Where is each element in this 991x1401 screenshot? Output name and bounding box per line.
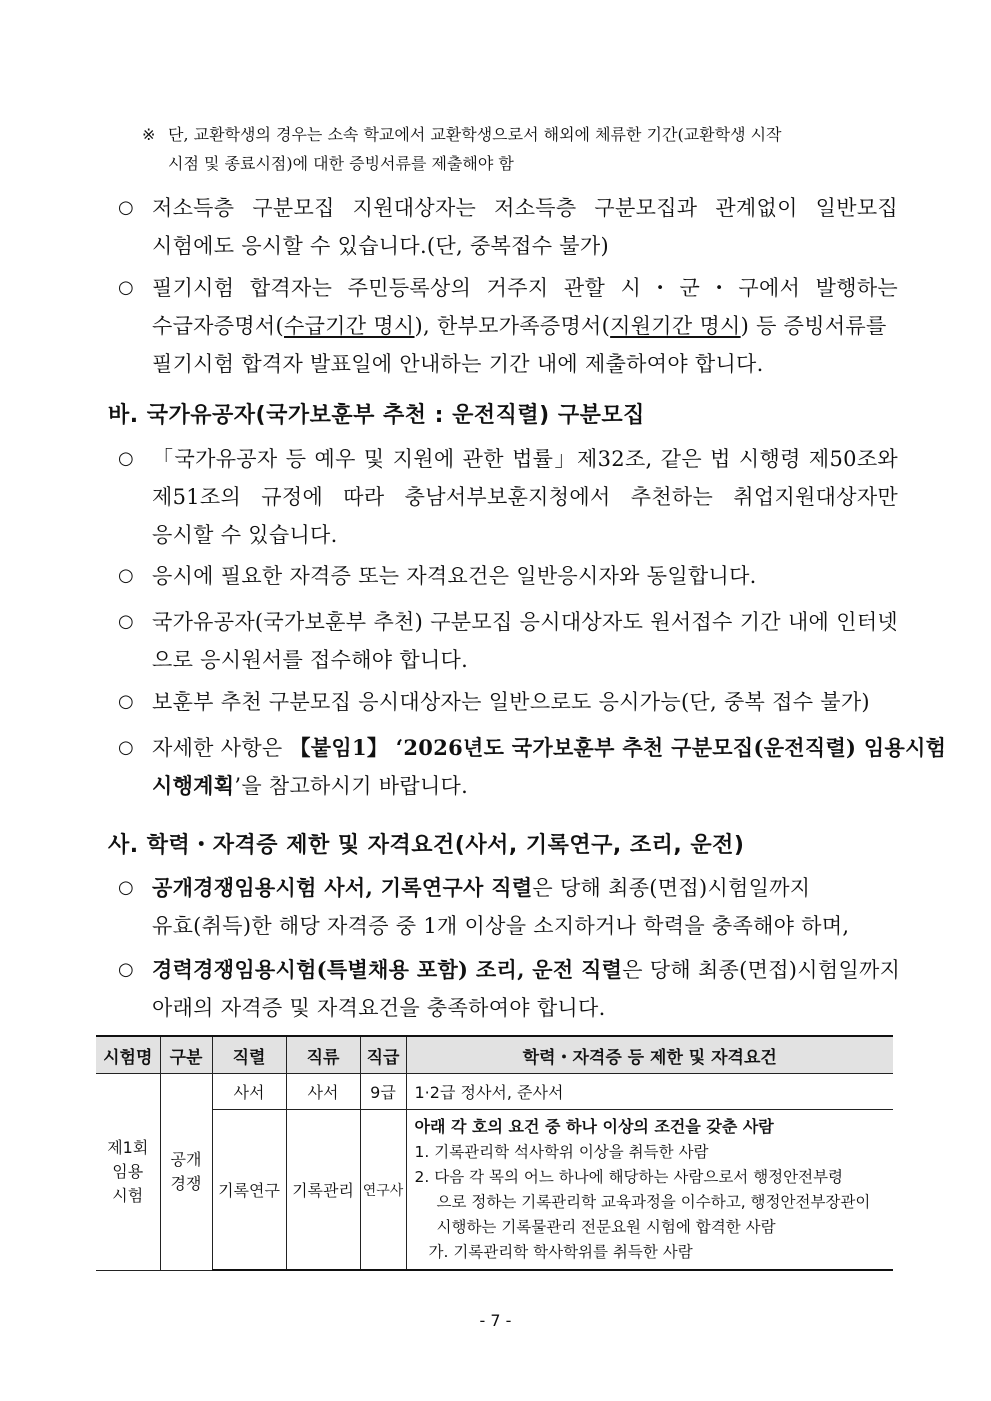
certificate-item — [118, 269, 898, 383]
grade-cell: 연구사 — [360, 1110, 406, 1271]
exam-name-cell: 제1회 임용 시험 — [96, 1074, 160, 1271]
bullet: ○ — [118, 448, 135, 469]
bullet: ○ — [118, 565, 135, 586]
section-ba-heading: 바. 국가유공자(국가보훈부 추천 : 운전직렬) 구분모집 — [108, 403, 645, 428]
item-line — [118, 869, 898, 907]
bullet: ○ — [118, 197, 135, 218]
header-category: 구분 — [160, 1036, 212, 1074]
bullet: ○ — [118, 611, 135, 632]
bullet: ○ — [118, 277, 135, 298]
table-row — [96, 1110, 893, 1271]
bullet: ○ — [118, 959, 135, 980]
details-reference-item — [118, 729, 947, 805]
page-number: - 7 - — [479, 1311, 512, 1330]
bold-text: 【붙임1】 ‘2026년도 국가보훈부 추천 구분모집(운전직렬) 임용시험 — [289, 735, 947, 760]
text: 자세한 사항은 — [152, 736, 290, 760]
underlined-text: 수급기간 명시 — [284, 314, 415, 338]
open-competition-item — [118, 869, 898, 945]
same-qualification-item — [118, 557, 898, 595]
qualification-item: 2. 다음 각 목의 어느 하나에 해당하는 사람으로서 행정안전부령 — [414, 1168, 844, 1186]
class-cell: 기록관리 — [286, 1110, 360, 1271]
bullet: ○ — [118, 877, 135, 898]
item-line: 응시에 필요한 자격증 또는 자격요건은 일반응시자와 동일합니다. — [152, 564, 757, 588]
table-header-row — [96, 1036, 893, 1074]
item-line: 필기시험 합격자는 주민등록상의 거주지 관할 시・군・구에서 발행하는 — [152, 276, 898, 300]
qualification-cell — [406, 1110, 893, 1271]
note-line-1: 단, 교환학생의 경우는 소속 학교에서 교환학생으로서 해외에 체류한 기간(교환학생 시작 — [168, 125, 782, 144]
header-qualification: 학력・자격증 등 제한 및 자격요건 — [406, 1036, 893, 1074]
qualification-item-cont: 시행하는 기록물관리 전문요원 시험에 합격한 사람 — [436, 1218, 776, 1236]
item-line: 필기시험 합격자 발표일에 안내하는 기간 내에 제출하여야 합니다. — [152, 352, 764, 376]
series-cell: 기록연구 — [212, 1110, 286, 1271]
header-series: 직렬 — [212, 1036, 286, 1074]
bold-text: 공개경쟁임용시험 사서, 기록연구사 직렬 — [152, 875, 533, 900]
header-grade: 직급 — [360, 1036, 406, 1074]
qualification-table — [96, 1035, 893, 1271]
item-line: 보훈부 추천 구분모집 응시대상자는 일반으로도 응시가능(단, 중복 접수 불가) — [152, 690, 870, 714]
career-competition-item — [118, 951, 901, 1027]
qualification-heading: 아래 각 호의 요건 중 하나 이상의 조건을 갖춘 사람 — [414, 1117, 774, 1136]
header-class: 직류 — [286, 1036, 360, 1074]
item-line: 제51조의 규정에 따라 충남서부보훈지청에서 추천하는 취업지원대상자만 — [152, 485, 898, 509]
text: ’을 참고하시기 바랍니다. — [234, 774, 469, 798]
item-line: 「국가유공자 등 예우 및 지원에 관한 법률」제32조, 같은 법 시행령 제50조와 — [152, 447, 898, 471]
class-cell: 사서 — [286, 1074, 360, 1110]
item-line — [118, 951, 901, 989]
exchange-student-note — [142, 120, 902, 178]
text: ), 한부모가족증명서( — [414, 314, 611, 338]
item-line: 유효(취득)한 해당 자격증 중 1개 이상을 소지하거나 학력을 충족해야 하며, — [152, 914, 850, 938]
bold-text: 경력경쟁임용시험(특별채용 포함) 조리, 운전 직렬 — [152, 957, 623, 982]
text: 은 당해 최종(면접)시험일까지 — [532, 876, 811, 900]
item-line: 시험에도 응시할 수 있습니다.(단, 중복접수 불가) — [152, 234, 609, 258]
text: ) 등 증빙서류를 — [740, 314, 887, 338]
qualification-item: 1. 기록관리학 석사학위 이상을 취득한 사람 — [414, 1143, 709, 1161]
text: 은 당해 최종(면접)시험일까지 — [622, 958, 901, 982]
bullet: ○ — [118, 691, 135, 712]
table-row — [96, 1074, 893, 1110]
grade-cell: 9급 — [360, 1074, 406, 1110]
note-mark: ※ — [142, 125, 156, 144]
item-line — [118, 767, 898, 805]
general-application-item — [118, 683, 898, 721]
item-line — [118, 307, 898, 345]
item-line: 으로 응시원서를 접수해야 합니다. — [152, 648, 469, 672]
underlined-text: 지원기간 명시 — [610, 314, 741, 338]
series-cell: 사서 — [212, 1074, 286, 1110]
item-line: 아래의 자격증 및 자격요건을 충족하여야 합니다. — [152, 996, 606, 1020]
veteran-law-item — [118, 440, 898, 554]
qualification-subitem: 가. 기록관리학 학사학위를 취득한 사람 — [428, 1243, 693, 1261]
section-sa-heading: 사. 학력・자격증 제한 및 자격요건(사서, 기록연구, 조리, 운전) — [108, 833, 745, 858]
bullet: ○ — [118, 737, 135, 758]
qualification-cell: 1·2급 정사서, 준사서 — [406, 1074, 893, 1110]
online-application-item — [118, 603, 898, 679]
item-line — [118, 729, 947, 767]
qualification-item-cont: 으로 정하는 기록관리학 교육과정을 이수하고, 행정안전부장관이 — [436, 1193, 871, 1211]
bold-text: 시행계획 — [152, 773, 235, 798]
text: 수급자증명서( — [152, 314, 285, 338]
low-income-item — [118, 189, 898, 265]
item-line: 응시할 수 있습니다. — [152, 523, 338, 547]
qualification-list — [415, 1140, 886, 1265]
item-line: 저소득층 구분모집 지원대상자는 저소득층 구분모집과 관계없이 일반모집 — [152, 196, 898, 220]
category-cell: 공개 경쟁 — [160, 1074, 212, 1271]
header-exam-name: 시험명 — [96, 1036, 160, 1074]
note-line-2: 시점 및 종료시점)에 대한 증빙서류를 제출해야 함 — [168, 154, 514, 173]
item-line: 국가유공자(국가보훈부 추천) 구분모집 응시대상자도 원서접수 기간 내에 인터넷 — [152, 610, 898, 634]
